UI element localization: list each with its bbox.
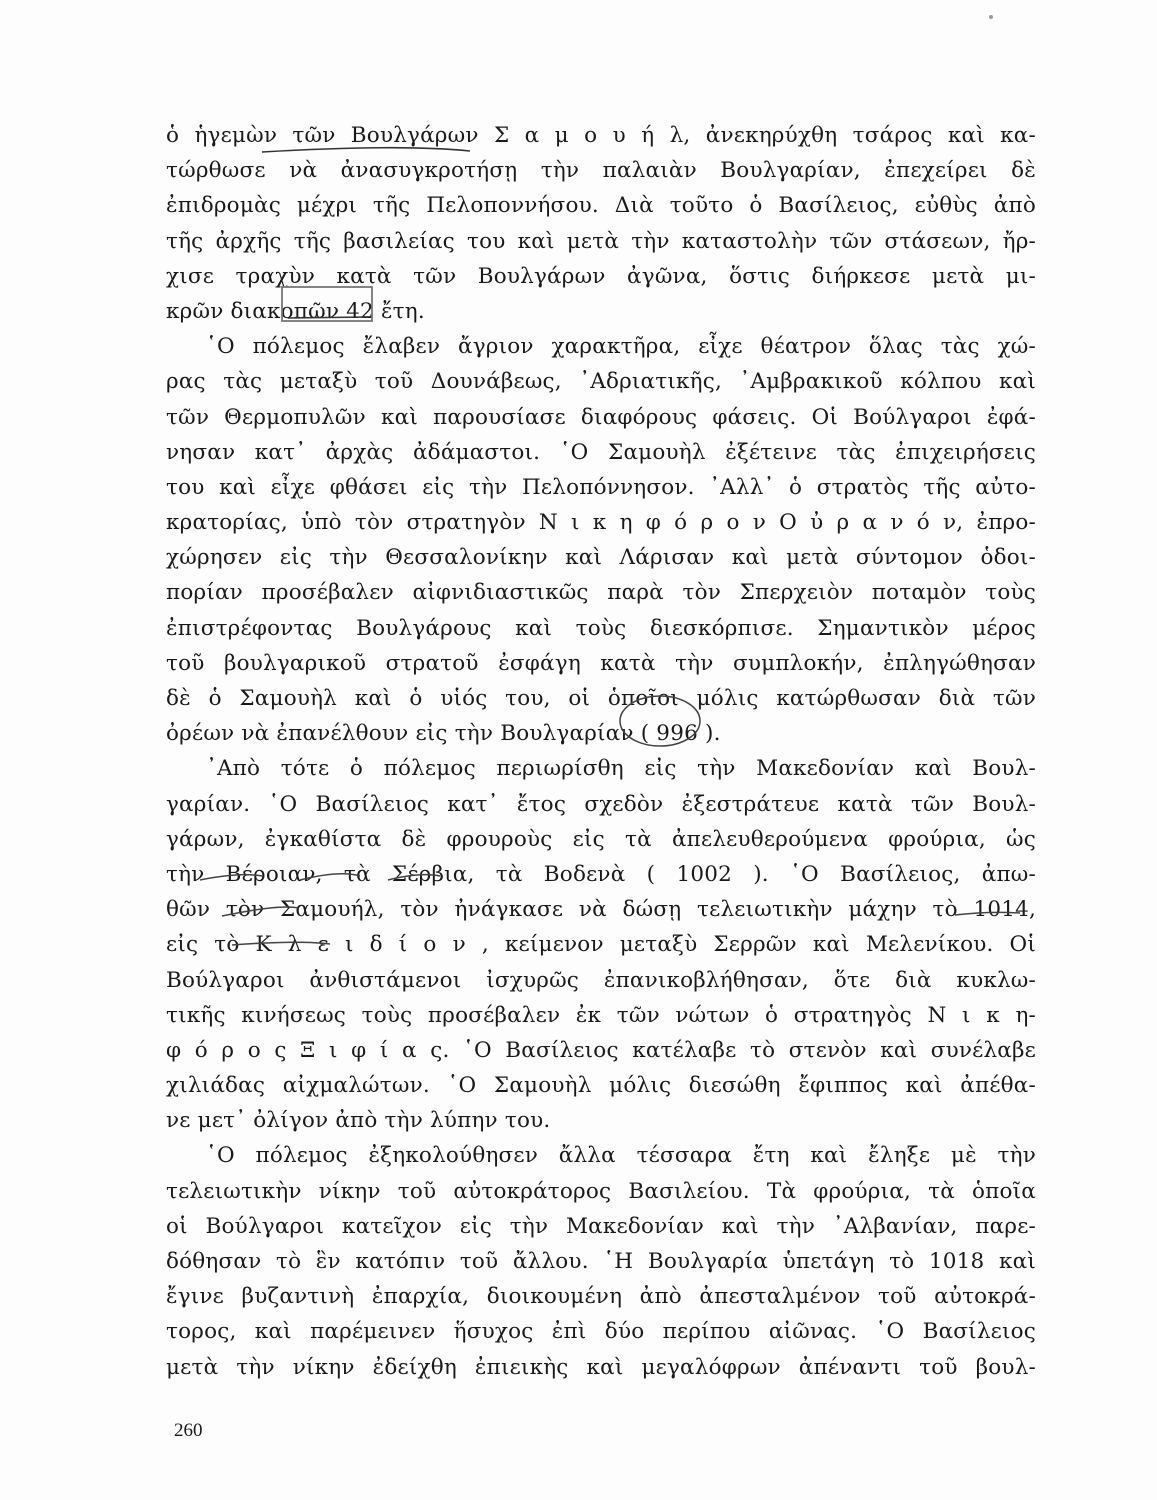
text-line: ᾿Απὸ τότε ὁ πόλεμος περιωρίσθη εἰς τὴν Μακεδονίαν καὶ Βουλ-: [206, 756, 1036, 782]
text-line: γαρίαν. ῾Ο Βασίλειος κατ᾿ ἔτος σχεδὸν ἐξεστράτευε κατὰ τῶν Βουλ-: [166, 791, 1036, 817]
text-line: χώρησεν εἰς τὴν Θεσσαλονίκην καὶ Λάρισαν καὶ μετὰ σύντομον ὁδοι-: [166, 545, 1036, 571]
text-line: φ ό ρ ο ς Ξ ι φ ί α ς. ῾Ο Βασίλειος κατέλαβε τὸ στενὸν καὶ συνέλαβε: [166, 1037, 1036, 1063]
text-line: νε μετ᾿ ὀλίγον ἀπὸ τὴν λύπην του.: [166, 1108, 551, 1134]
text-line: τὴν Βέροιαν, τὰ Σέρβια, τὰ Βοδενὰ ( 1002 ). ῾Ο Βασίλειος, ἀπω-: [166, 861, 1036, 887]
text-line: ὀρέων νὰ ἐπανέλθουν εἰς τὴν Βουλγαρίαν ( 996 ).: [166, 721, 721, 747]
text-line: ρας τὰς μεταξὺ τοῦ Δουνάβεως, ᾿Αδριατικῆς, ᾿Αμβρακικοῦ κόλπου καὶ: [166, 369, 1036, 395]
text-line: τορος, καὶ παρέμεινεν ἥσυχος ἐπὶ δύο περίπου αἰῶνας. ῾Ο Βασίλειος: [166, 1319, 1036, 1345]
text-line: πορίαν προσέβαλεν αἰφνιδιαστικῶς παρὰ τὸν Σπερχειὸν ποταμὸν τοὺς: [166, 580, 1036, 606]
text-line: οἱ Βούλγαροι κατεῖχον εἰς τὴν Μακεδονίαν καὶ τὴν ᾿Αλβανίαν, παρε-: [166, 1213, 1036, 1239]
text-line: ἔγινε βυζαντινὴ ἐπαρχία, διοικουμένη ἀπὸ ἀπεσταλμένον τοῦ αὐτοκρά-: [166, 1284, 1036, 1310]
text-line: νησαν κατ᾿ ἀρχὰς ἀδάμαστοι. ῾Ο Σαμουὴλ ἐξέτεινε τὰς ἐπιχειρήσεις: [166, 439, 1036, 465]
text-line: εἰς τὸ Κ λ ε ι δ ί ο ν , κείμενον μεταξὺ Σερρῶν καὶ Μελενίκου. Οἱ: [166, 932, 1036, 958]
speck: [989, 15, 993, 19]
text-line: κρῶν διακοπῶν 42 ἔτη.: [166, 298, 425, 324]
text-line: ῾Ο πόλεμος ἔλαβεν ἄγριον χαρακτῆρα, εἶχε θέατρον ὅλας τὰς χώ-: [206, 334, 1036, 360]
text-line: ἐπιδρομὰς μέχρι τῆς Πελοποννήσου. Διὰ τοῦτο ὁ Βασίλειος, εὐθὺς ἀπὸ: [166, 193, 1036, 219]
text-line: τοῦ βουλγαρικοῦ στρατοῦ ἐσφάγη κατὰ τὴν συμπλοκήν, ἐπληγώθησαν: [166, 650, 1036, 676]
text-line: τικῆς κινήσεως τοὺς προσέβαλεν ἐκ τῶν νώτων ὁ στρατηγὸς Ν ι κ η-: [166, 1002, 1036, 1028]
text-line: τώρθωσε νὰ ἀνασυγκροτήσῃ τὴν παλαιὰν Βουλγαρίαν, ἐπεχείρει δὲ: [166, 158, 1036, 184]
text-line: του καὶ εἶχε φθάσει εἰς τὴν Πελοπόννησον. ᾿Αλλ᾿ ὁ στρατὸς τῆς αὐτο-: [166, 474, 1036, 500]
text-line: τελειωτικὴν νίκην τοῦ αὐτοκράτορος Βασιλείου. Τὰ φρούρια, τὰ ὁποῖα: [166, 1178, 1036, 1204]
text-line: μετὰ τὴν νίκην ἐδείχθη ἐπιεικὴς καὶ μεγαλόφρων ἀπέναντι τοῦ βουλ-: [166, 1354, 1036, 1380]
page-number: 260: [174, 1420, 203, 1441]
body-text: [166, 118, 1036, 1385]
text-line: δὲ ὁ Σαμουὴλ καὶ ὁ υἱός του, οἱ ὁποῖοι μόλις κατώρθωσαν διὰ τῶν: [166, 686, 1036, 711]
text-line: τῶν Θερμοπυλῶν καὶ παρουσίασε διαφόρους φάσεις. Οἱ Βούλγαροι ἐφά-: [166, 404, 1036, 430]
text-line: Βούλγαροι ἀνθιστάμενοι ἰσχυρῶς ἐπανικοβλήθησαν, ὅτε διὰ κυκλω-: [166, 967, 1036, 993]
text-line: ἐπιστρέφοντας Βουλγάρους καὶ τοὺς διεσκόρπισε. Σημαντικὸν μέρος: [166, 615, 1036, 641]
text-line: χιλιάδας αἰχμαλώτων. ῾Ο Σαμουὴλ μόλις διεσώθη ἔφιππος καὶ ἀπέθα-: [166, 1073, 1036, 1099]
text-line: δόθησαν τὸ ἓν κατόπιν τοῦ ἄλλου. ῾Η Βουλγαρία ὑπετάγη τὸ 1018 καὶ: [166, 1249, 1036, 1274]
text-line: γάρων, ἐγκαθίστα δὲ φρουροὺς εἰς τὰ ἀπελευθερούμενα φρούρια, ὡς: [166, 826, 1036, 852]
text-line: ὁ ἡγεμὼν τῶν Βουλγάρων Σ α μ ο υ ή λ, ἀνεκηρύχθη τσάρος καὶ κα-: [166, 123, 1036, 148]
text-line: χισε τραχὺν κατὰ τῶν Βουλγάρων ἀγῶνα, ὅστις διήρκεσε μετὰ μι-: [166, 263, 1036, 289]
text-line: ῾Ο πόλεμος ἐξηκολούθησεν ἄλλα τέσσαρα ἔτη καὶ ἔληξε μὲ τὴν: [206, 1143, 1036, 1169]
text-line: κρατορίας, ὑπὸ τὸν στρατηγὸν Ν ι κ η φ ό ρ ο ν Ο ὐ ρ α ν ό ν, ἐπρο-: [166, 510, 1036, 536]
text-line: τῆς ἀρχῆς τῆς βασιλείας του καὶ μετὰ τὴν καταστολὴν τῶν στάσεων, ἤρ-: [166, 228, 1036, 254]
text-line: θῶν τὸν Σαμουήλ, τὸν ἠνάγκασε νὰ δώσῃ τελειωτικὴν μάχην τὸ 1014,: [166, 897, 1036, 923]
